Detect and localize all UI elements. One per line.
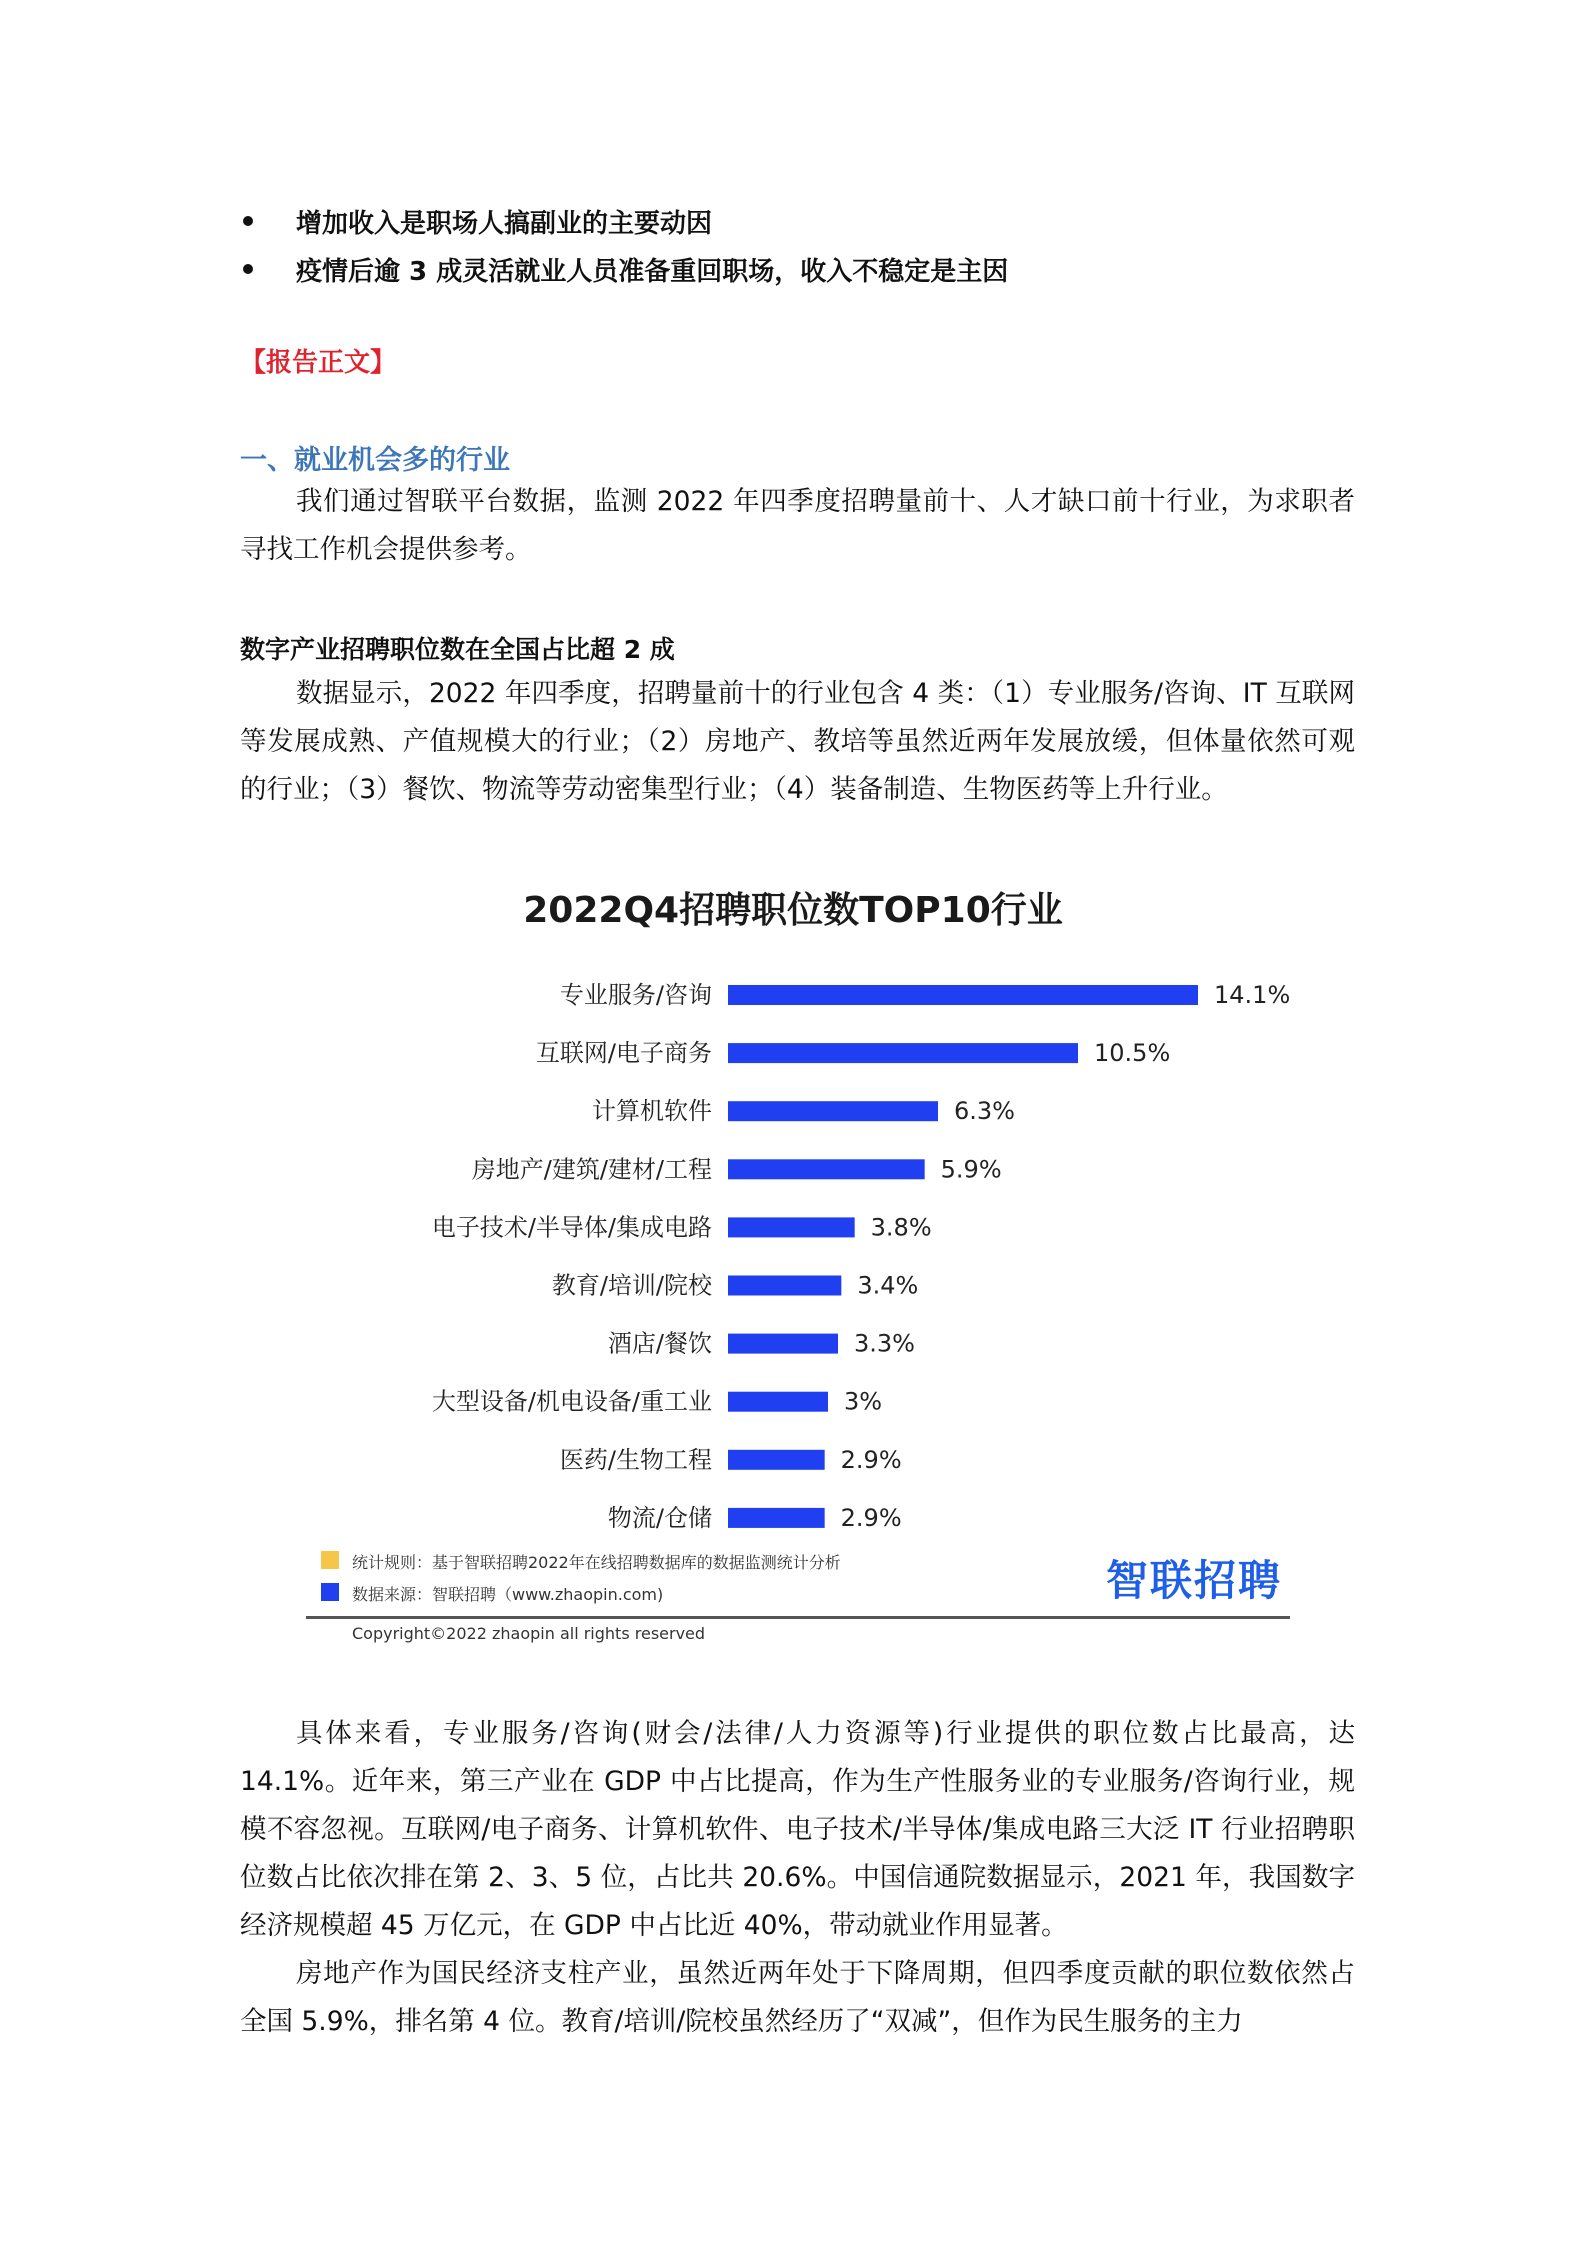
value-label: 5.9% — [940, 1155, 1002, 1184]
bar — [728, 1334, 838, 1354]
source-legend-label: 数据来源：智联招聘（www.zhaopin.com) — [352, 1585, 664, 1604]
rule-legend-label: 统计规则：基于智联招聘2022年在线招聘数据库的数据监测统计分析 — [352, 1553, 841, 1572]
category-label: 房地产/建筑/建材/工程 — [471, 1155, 712, 1184]
source-legend-swatch — [321, 1583, 339, 1601]
value-label: 2.9% — [840, 1503, 902, 1532]
chart-title: 2022Q4招聘职位数TOP10行业 — [523, 890, 1063, 931]
bar — [728, 1450, 825, 1470]
rule-legend-swatch — [321, 1551, 339, 1569]
bar — [728, 985, 1198, 1005]
intro-paragraph: 我们通过智联平台数据，监测 2022 年四季度招聘量前十、人才缺口前十行业，为求职者寻找工作机会提供参考。 — [240, 486, 1355, 565]
chart-footer-rule — [306, 1616, 1290, 1619]
section-title: 一、就业机会多的行业 — [240, 445, 510, 476]
value-label: 3.8% — [870, 1213, 932, 1242]
value-label: 14.1% — [1214, 981, 1291, 1009]
category-label: 互联网/电子商务 — [535, 1039, 712, 1068]
bar — [728, 1508, 825, 1528]
value-label: 3.3% — [854, 1329, 915, 1358]
value-label: 6.3% — [954, 1097, 1015, 1126]
value-label: 3.4% — [857, 1271, 919, 1300]
chart-copyright: Copyright©2022 zhaopin all rights reserved — [352, 1624, 706, 1643]
category-label: 专业服务/咨询 — [559, 981, 712, 1009]
bar — [728, 1276, 841, 1296]
summary-bullet-2: 疫情后逾 3 成灵活就业人员准备重回职场，收入不稳定是主因 — [296, 257, 1009, 287]
category-label: 计算机软件 — [592, 1097, 712, 1126]
bar — [728, 1392, 828, 1412]
category-label: 电子技术/半导体/集成电路 — [431, 1213, 712, 1242]
summary-bullet-1: 增加收入是职场人搞副业的主要动因 — [296, 209, 713, 239]
category-label: 医药/生物工程 — [559, 1445, 712, 1474]
zhaopin-logo: 智联招聘 — [1106, 1556, 1283, 1605]
bar — [728, 1101, 938, 1121]
subheading: 数字产业招聘职位数在全国占比超 2 成 — [240, 635, 675, 664]
category-label: 大型设备/机电设备/重工业 — [431, 1387, 712, 1416]
category-label: 物流/仓储 — [607, 1503, 712, 1532]
paragraph-2: 具体来看，专业服务/咨询(财会/法律/人力资源等)行业提供的职位数占比最高，达 14.1%。近年来，第三产业在 GDP 中占比提高，作为生产性服务业的专业服务/咨询行业，规模不容忽视。互联网/电子商务、计算机软件、电子技术/半导体/集成电路三大泛 IT 行业招聘职位数占比依次排在第 2、3、5 位，占比共 20.6%。中国信通院数据显示，2021 年，我国数字经济规模超 45 万亿元，在 GDP 中占比近 40%，带动就业作用显著。 — [240, 1718, 1355, 1941]
paragraph-1: 数据显示，2022 年四季度，招聘量前十的行业包含 4 类：（1）专业服务/咨询、IT 互联网等发展成熟、产值规模大的行业；（2）房地产、教培等虽然近两年发展放缓，但体量依然可观的行业；（3）餐饮、物流等劳动密集型行业；（4）装备制造、生物医药等上升行业。 — [240, 678, 1355, 805]
report-heading: 【报告正文】 — [240, 348, 397, 378]
category-label: 酒店/餐饮 — [607, 1329, 712, 1358]
bar — [728, 1217, 855, 1237]
value-label: 2.9% — [840, 1445, 902, 1474]
bar — [728, 1043, 1078, 1063]
value-label: 3% — [844, 1387, 883, 1416]
value-label: 10.5% — [1094, 1039, 1171, 1068]
bar — [728, 1159, 925, 1179]
category-label: 教育/培训/院校 — [551, 1271, 712, 1300]
paragraph-3: 房地产作为国民经济支柱产业，虽然近两年处于下降周期，但四季度贡献的职位数依然占全国 5.9%，排名第 4 位。教育/培训/院校虽然经历了“双减”，但作为民生服务的主力 — [240, 1958, 1355, 2037]
